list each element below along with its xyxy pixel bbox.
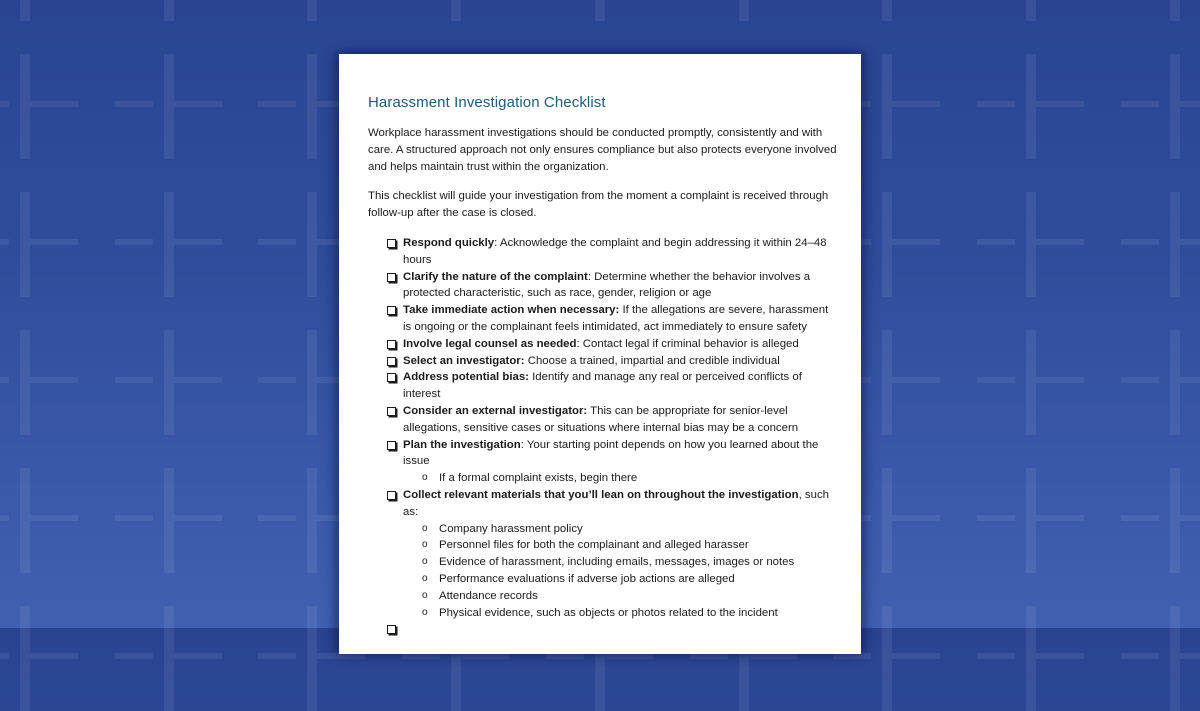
checklist-item: [368, 487, 838, 621]
item-heading: Plan the investigation: [403, 438, 521, 451]
item-heading: Respond quickly: [403, 236, 495, 249]
item-heading: Address potential bias:: [403, 371, 529, 384]
checkbox-icon[interactable]: [387, 407, 396, 416]
sub-item: o Performance evaluations if adverse job actions are alleged: [368, 571, 838, 588]
circle-bullet-icon: o: [422, 539, 428, 551]
checklist: [368, 235, 838, 621]
item-heading: Take immediate action when necessary:: [403, 304, 620, 317]
sub-item: o Physical evidence, such as objects or photos related to the incident: [368, 605, 838, 622]
checklist-item: [368, 336, 838, 353]
document-content: [368, 94, 838, 621]
item-text: : Your starting point depends on how you learned about the issue: [403, 438, 819, 468]
circle-bullet-icon: o: [422, 522, 428, 534]
item-text: , such as:: [403, 488, 829, 518]
sub-item: o Company harassment policy: [368, 521, 838, 538]
checklist-item: [368, 269, 838, 303]
circle-bullet-icon: o: [422, 572, 428, 584]
checkbox-icon[interactable]: [387, 491, 396, 500]
item-text: : Acknowledge the complaint and begin addressing it within 24–48 hours: [403, 236, 827, 266]
circle-bullet-icon: o: [422, 589, 428, 601]
item-heading: Clarify the nature of the complaint: [403, 270, 588, 283]
circle-bullet-icon: o: [422, 556, 428, 568]
checklist-item: [368, 235, 838, 269]
sub-list: [403, 470, 838, 487]
checkbox-icon[interactable]: [387, 625, 396, 634]
item-text: : Determine whether the behavior involves a protected characteristic, such as race, gender, religion or age: [403, 270, 811, 300]
checkbox-icon[interactable]: [387, 357, 396, 366]
item-text: Choose a trained, impartial and credible individual: [524, 354, 780, 367]
checklist-item: [368, 403, 838, 437]
item-heading: Collect relevant materials that you’ll lean on throughout the investigation: [403, 488, 799, 501]
checkbox-icon[interactable]: [387, 340, 396, 349]
item-heading: Consider an external investigator:: [403, 404, 588, 417]
item-heading: Involve legal counsel as needed: [403, 337, 577, 350]
guide-paragraph: This checklist will guide your investigation from the moment a complaint is received through follow-up after the case is closed.: [368, 190, 829, 220]
sub-list: [403, 521, 838, 622]
checklist-item: [368, 302, 838, 336]
item-text: Identify and manage any real or perceived conflicts of interest: [403, 371, 802, 401]
checkbox-icon[interactable]: [387, 273, 396, 282]
document-title: Harassment Investigation Checklist: [368, 94, 606, 111]
item-text: If the allegations are severe, harassment is ongoing or the complainant feels intimidated, act immediately to ensure safety: [403, 304, 829, 333]
checklist-item: [368, 369, 838, 403]
document-page: [339, 54, 861, 654]
checkbox-icon[interactable]: [387, 373, 396, 382]
checklist-item: [368, 353, 838, 370]
intro-paragraph: Workplace harassment investigations should be conducted promptly, consistently and with care. A structured approach not only ensures compliance but also protects everyone involved and helps maintain trust within the organization.: [368, 127, 837, 173]
checkbox-icon[interactable]: [387, 239, 396, 248]
circle-bullet-icon: o: [422, 472, 428, 484]
sub-item: o Personnel files for both the complainant and alleged harasser: [368, 537, 838, 554]
circle-bullet-icon: o: [422, 606, 428, 618]
checklist-item: [368, 437, 838, 487]
item-text: : Contact legal if criminal behavior is alleged: [576, 337, 799, 350]
sub-item: o If a formal complaint exists, begin there: [368, 470, 838, 487]
item-text: This can be appropriate for senior-level allegations, sensitive cases or situations where internal bias may be a concern: [403, 404, 799, 434]
sub-item: o Attendance records: [368, 588, 838, 605]
checkbox-icon[interactable]: [387, 441, 396, 450]
sub-item: o Evidence of harassment, including emails, messages, images or notes: [368, 554, 838, 571]
item-heading: Select an investigator:: [403, 354, 525, 367]
checkbox-icon[interactable]: [387, 306, 396, 315]
